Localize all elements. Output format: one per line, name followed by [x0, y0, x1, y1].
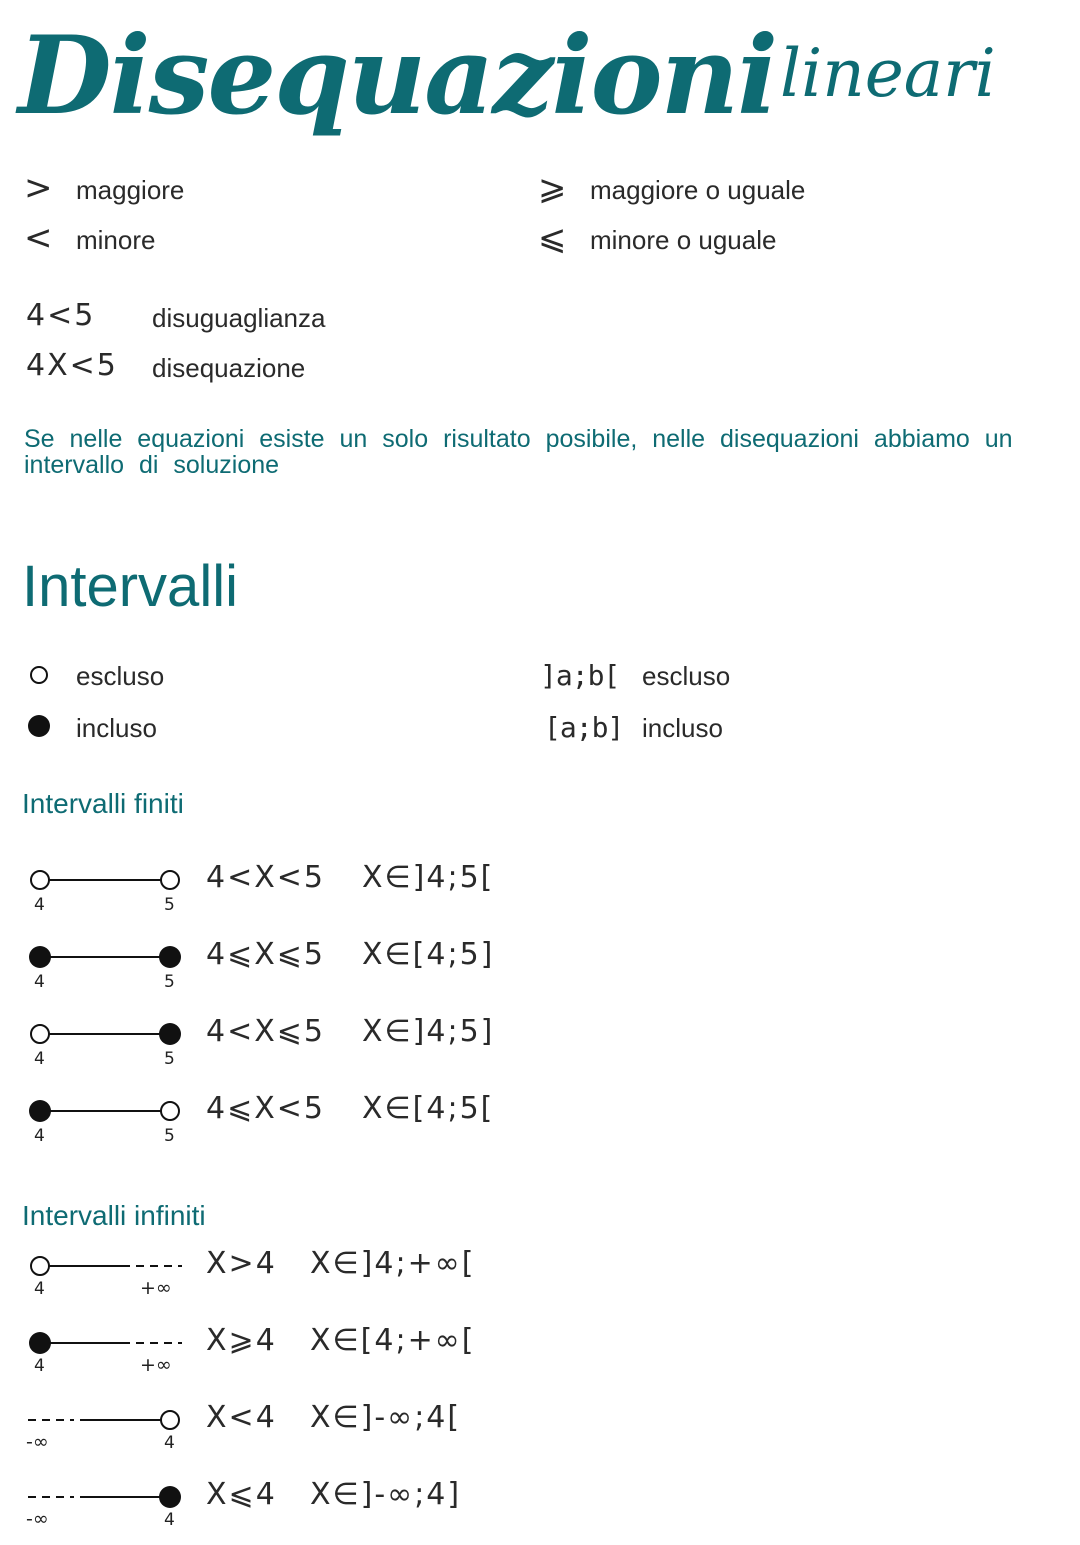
infinite-interval-set-notation: X∈]4;+∞[ [310, 1246, 476, 1281]
filled-dot-icon [159, 1486, 181, 1508]
subheading-intervalli-infiniti: Intervalli infiniti [22, 1200, 206, 1231]
number-line-right-label: 5 [164, 895, 175, 915]
finite-interval-set-notation: X∈[4;5[ [362, 1091, 495, 1126]
filled-dot-icon [29, 1100, 51, 1122]
number-line-left-label: 4 [34, 1049, 45, 1069]
open-dot-icon [161, 871, 179, 889]
infinite-interval-number-line [20, 1244, 210, 1314]
infinite-interval-number-line [20, 1398, 210, 1468]
label-greater-equal: maggiore o uguale [590, 175, 806, 205]
explanation-note: Se nelle equazioni esiste un solo risultato posibile, nelle disequazioni abbiamo un intervallo di soluzione [24, 425, 1013, 479]
finite-interval-inequality: 4<X<5 [206, 860, 325, 895]
number-line-left-label: 4 [34, 895, 45, 915]
number-line-left-label: 4 [34, 1126, 45, 1146]
label-less-equal: minore o uguale [590, 225, 777, 255]
finite-interval-number-line [20, 858, 210, 928]
infinite-interval-set-notation: X∈]-∞;4[ [310, 1400, 462, 1435]
finite-interval-set-notation: X∈[4;5] [362, 937, 495, 972]
infinite-interval-inequality: X<4 [206, 1400, 277, 1435]
legend-excluded-label: escluso [76, 661, 165, 691]
subheading-intervalli-finiti: Intervalli finiti [22, 788, 184, 819]
filled-dot-icon [29, 1332, 51, 1354]
section-heading-intervalli: Intervalli [22, 554, 238, 619]
number-line-left-label: 4 [34, 972, 45, 992]
finite-interval-inequality: 4⩽X<5 [206, 1091, 325, 1126]
page-title: Disequazioni [18, 13, 777, 139]
example-expr-inequality: 4<5 [26, 298, 96, 333]
filled-dot-icon [28, 715, 50, 737]
symbol-greater: > [24, 168, 53, 208]
label-less: minore [76, 225, 156, 255]
infinite-interval-inequality: X>4 [206, 1246, 277, 1281]
filled-dot-icon [29, 946, 51, 968]
number-line-right-label: +∞ [140, 1277, 172, 1299]
example-label-inequality: disuguaglianza [152, 303, 326, 333]
finite-interval-number-line [20, 935, 210, 1005]
open-dot-icon [30, 666, 48, 684]
infinite-interval-number-line [20, 1321, 210, 1391]
number-line-left-label: 4 [34, 1279, 45, 1299]
open-dot-icon [161, 1102, 179, 1120]
page-subtitle: lineari [780, 35, 996, 112]
number-line-right-label: 5 [164, 1049, 175, 1069]
finite-interval-number-line [20, 1012, 210, 1082]
legend-closed-notation-label: incluso [642, 713, 723, 743]
open-dot-icon [31, 1025, 49, 1043]
finite-interval-inequality: 4<X⩽5 [206, 1014, 325, 1049]
legend-open-notation-label: escluso [642, 661, 731, 691]
legend-closed-notation: [a;b] [544, 711, 624, 744]
symbol-less: < [24, 218, 53, 258]
legend-included-label: incluso [76, 713, 157, 743]
finite-interval-number-line [20, 1089, 210, 1159]
number-line-right-label: 4 [164, 1433, 175, 1453]
open-dot-icon [31, 1257, 49, 1275]
finite-interval-inequality: 4⩽X⩽5 [206, 937, 325, 972]
finite-interval-set-notation: X∈]4;5] [362, 1014, 495, 1049]
legend-open-notation: ]a;b[ [540, 659, 620, 692]
number-line-left-label: -∞ [26, 1508, 49, 1530]
open-dot-icon [161, 1411, 179, 1429]
symbol-less-equal: ⩽ [538, 218, 567, 258]
number-line-left-label: -∞ [26, 1431, 49, 1453]
example-label-equation: disequazione [152, 353, 306, 383]
number-line-right-label: 5 [164, 972, 175, 992]
infinite-interval-set-notation: X∈[4;+∞[ [310, 1323, 476, 1358]
number-line-right-label: +∞ [140, 1354, 172, 1376]
open-dot-icon [31, 871, 49, 889]
infinite-interval-set-notation: X∈]-∞;4] [310, 1477, 462, 1512]
number-line-right-label: 4 [164, 1510, 175, 1530]
label-greater: maggiore [76, 175, 185, 205]
number-line-left-label: 4 [34, 1356, 45, 1376]
finite-interval-set-notation: X∈]4;5[ [362, 860, 495, 895]
infinite-interval-inequality: X⩾4 [206, 1323, 277, 1358]
filled-dot-icon [159, 946, 181, 968]
infinite-interval-inequality: X⩽4 [206, 1477, 277, 1512]
example-expr-equation: 4X<5 [26, 348, 118, 383]
filled-dot-icon [159, 1023, 181, 1045]
infinite-interval-number-line [20, 1475, 210, 1545]
symbol-greater-equal: ⩾ [538, 168, 567, 208]
number-line-right-label: 5 [164, 1126, 175, 1146]
